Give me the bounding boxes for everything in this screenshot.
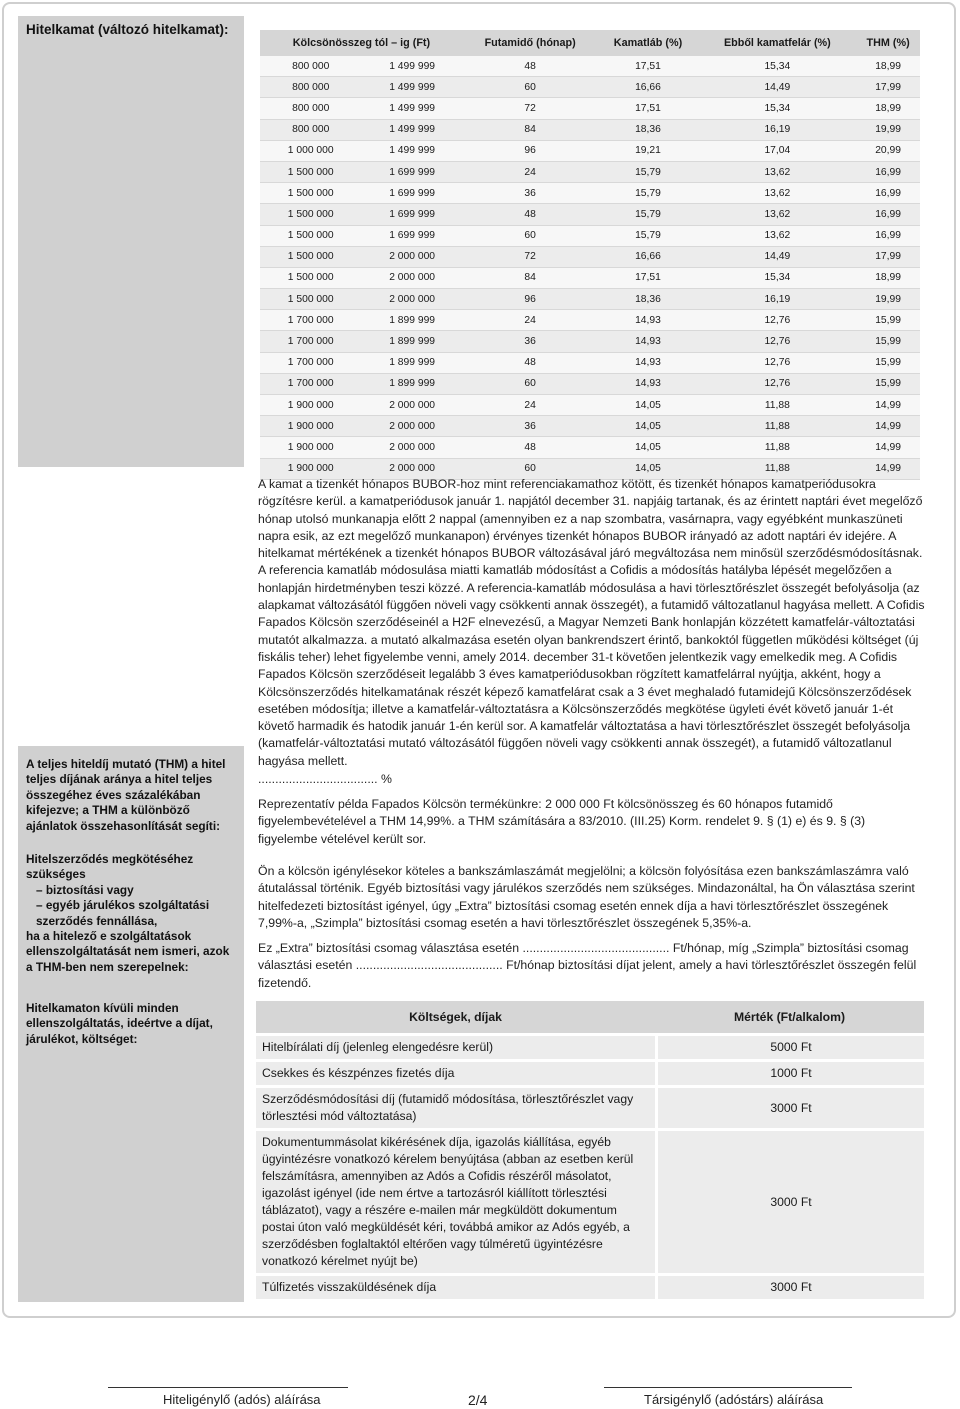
cell-amount-from: 1 900 000 <box>260 416 361 437</box>
page-number: 2/4 <box>468 1392 488 1408</box>
cell-margin: 12,76 <box>698 352 856 373</box>
cell-thm: 14,99 <box>856 437 920 458</box>
cell-term-months: 48 <box>463 56 598 77</box>
fee-value: 3000 Ft <box>655 1276 924 1299</box>
insurance-label-3: – egyéb járulékos szolgáltatási szerződés fennállása, <box>36 898 210 928</box>
header-thm: THM (%) <box>856 30 920 56</box>
fees-header-cost: Költségek, díjak <box>256 1001 655 1033</box>
cell-amount-to: 1 899 999 <box>361 373 462 394</box>
cell-margin: 13,62 <box>698 183 856 204</box>
cell-amount-from: 1 900 000 <box>260 395 361 416</box>
cell-term-months: 48 <box>463 437 598 458</box>
cell-interest-rate: 15,79 <box>597 204 698 225</box>
rates-row <box>260 204 920 225</box>
cell-amount-from: 1 900 000 <box>260 437 361 458</box>
cell-amount-from: 1 500 000 <box>260 161 361 182</box>
cell-thm: 19,99 <box>856 289 920 310</box>
cell-amount-to: 1 699 999 <box>361 204 462 225</box>
cell-thm: 14,99 <box>856 416 920 437</box>
cell-amount-to: 1 899 999 <box>361 310 462 331</box>
cell-amount-from: 1 500 000 <box>260 246 361 267</box>
cell-thm: 17,99 <box>856 246 920 267</box>
fees-body <box>256 1036 924 1299</box>
cell-margin: 11,88 <box>698 437 856 458</box>
cell-interest-rate: 14,93 <box>597 310 698 331</box>
rates-row <box>260 161 920 182</box>
rates-row <box>260 119 920 140</box>
cell-interest-rate: 14,05 <box>597 416 698 437</box>
cell-amount-from: 1 700 000 <box>260 310 361 331</box>
fee-value: 1000 Ft <box>655 1062 924 1085</box>
fee-value: 3000 Ft <box>655 1088 924 1128</box>
insurance-text: Ön a kölcsön igénylésekor köteles a bankszámlaszámát megjelölni; a kölcsön folyósítása ezen bankszámlaszámra való átutalással történik. Egyéb biztosítási vagy járulékos szerződés nem szükséges. Mindazonáltal, ha Ön választása szerint hitelfedezeti biztosítást igényel, úgy „Extra” biztosítási csomag esetén ennek díja a havi törlesztőrészlet összegének 7,99%-a, „Szimpla” biztosítási csomag esetén a havi törlesztőrészlet összegének 5,35%-a. <box>258 864 915 930</box>
cell-amount-to: 2 000 000 <box>361 267 462 288</box>
cell-amount-from: 1 500 000 <box>260 267 361 288</box>
cell-amount-from: 800 000 <box>260 56 361 77</box>
rates-table <box>260 30 920 480</box>
cell-term-months: 60 <box>463 373 598 394</box>
cell-amount-to: 1 699 999 <box>361 183 462 204</box>
cell-thm: 16,99 <box>856 225 920 246</box>
cell-amount-from: 1 500 000 <box>260 204 361 225</box>
cell-amount-to: 1 699 999 <box>361 225 462 246</box>
fees-label-text: Hitelkamaton kívüli minden ellenszolgáltatás, ideértve a díjat, járulékot, költséget: <box>26 1001 213 1046</box>
cell-interest-rate: 18,36 <box>597 289 698 310</box>
signature-label-left: Hiteligénylő (adós) aláírása <box>163 1392 321 1407</box>
cell-margin: 13,62 <box>698 225 856 246</box>
rates-row <box>260 77 920 98</box>
cell-amount-to: 1 499 999 <box>361 140 462 161</box>
cell-margin: 14,49 <box>698 77 856 98</box>
cell-interest-rate: 16,66 <box>597 246 698 267</box>
cell-interest-rate: 15,79 <box>597 225 698 246</box>
cell-amount-from: 1 900 000 <box>260 458 361 479</box>
rates-row <box>260 140 920 161</box>
insurance-label-2: – biztosítási vagy <box>36 882 134 897</box>
cell-margin: 15,34 <box>698 267 856 288</box>
rates-row <box>260 331 920 352</box>
cell-term-months: 48 <box>463 204 598 225</box>
cell-amount-from: 800 000 <box>260 119 361 140</box>
insurance-label-4: ha a hitelező e szolgáltatások ellenszolgáltatását nem ismeri, azok a THM-ben nem szerepelnek: <box>26 929 230 974</box>
cell-margin: 15,34 <box>698 56 856 77</box>
fees-row <box>256 1276 924 1299</box>
fees-left-label <box>26 1001 236 1047</box>
cell-amount-to: 2 000 000 <box>361 395 462 416</box>
cell-thm: 15,99 <box>856 331 920 352</box>
fees-row <box>256 1088 924 1128</box>
rates-row <box>260 267 920 288</box>
rates-header-row <box>260 30 920 56</box>
rates-row <box>260 289 920 310</box>
cell-thm: 15,99 <box>856 373 920 394</box>
thm-percent <box>258 771 928 788</box>
cell-amount-from: 1 500 000 <box>260 289 361 310</box>
cell-amount-from: 800 000 <box>260 98 361 119</box>
rates-row <box>260 373 920 394</box>
cell-amount-to: 2 000 000 <box>361 289 462 310</box>
insurance-left-label <box>26 852 236 975</box>
cell-term-months: 24 <box>463 161 598 182</box>
cell-thm: 16,99 <box>856 161 920 182</box>
cell-margin: 12,76 <box>698 373 856 394</box>
rates-row <box>260 395 920 416</box>
cell-margin: 15,34 <box>698 98 856 119</box>
cell-amount-from: 800 000 <box>260 77 361 98</box>
rates-row <box>260 437 920 458</box>
cell-amount-from: 1 500 000 <box>260 183 361 204</box>
cell-thm: 15,99 <box>856 352 920 373</box>
cell-term-months: 36 <box>463 183 598 204</box>
cell-term-months: 72 <box>463 246 598 267</box>
rates-row <box>260 416 920 437</box>
cell-term-months: 36 <box>463 331 598 352</box>
fee-label: Hitelbírálati díj (jelenleg elengedésre kerül) <box>256 1036 655 1059</box>
cell-term-months: 96 <box>463 289 598 310</box>
thm-example-text: Reprezentatív példa Fapados Kölcsön termékünkre: 2 000 000 Ft kölcsönösszeg és 60 hónapos futamidő figyelembevételével a THM 14,99%. a THM számítására a 83/2010. (III.25) Korm. rendelet 9. § (1) e) és 9. § (3) figyelembe vételével került sor. <box>258 797 866 846</box>
cell-amount-to: 2 000 000 <box>361 416 462 437</box>
fees-header-row <box>256 1001 924 1033</box>
fees-row <box>256 1036 924 1059</box>
cell-amount-from: 1 700 000 <box>260 373 361 394</box>
interest-paragraph <box>258 476 928 770</box>
cell-thm: 20,99 <box>856 140 920 161</box>
cell-term-months: 36 <box>463 416 598 437</box>
cell-amount-to: 1 899 999 <box>361 352 462 373</box>
cell-amount-from: 1 500 000 <box>260 225 361 246</box>
cell-amount-to: 2 000 000 <box>361 458 462 479</box>
fee-value: 3000 Ft <box>655 1131 924 1273</box>
cell-thm: 18,99 <box>856 267 920 288</box>
cell-margin: 11,88 <box>698 395 856 416</box>
cell-interest-rate: 14,93 <box>597 373 698 394</box>
cell-margin: 13,62 <box>698 161 856 182</box>
cell-term-months: 24 <box>463 310 598 331</box>
cell-amount-to: 1 499 999 <box>361 56 462 77</box>
cell-margin: 12,76 <box>698 331 856 352</box>
fee-label: Dokumentummásolat kikérésének díja, igazolás kiállítása, egyéb ügyintézésre vonatkozó kérelem benyújtása (abban az esetben kerül felszámításra, amennyiben az Adós a Cofidis részéről másolatot, igazolást igényel (ide nem értve a tartozásról kiállított törlesztési táblázatot), vagy a részére e-mailen már megküldött dokumentum postai úton való megküldését kéri, továbbá amikor az Adós egyéb, a szerződésben foglaltaktól eltérően vagy túlméretű ügyintézésre vonatkozó kérelmet nyújt be) <box>256 1131 655 1273</box>
fee-label: Szerződésmódosítási díj (futamidő módosítása, törlesztőrészlet vagy törlesztési mód változtatása) <box>256 1088 655 1128</box>
cell-margin: 16,19 <box>698 289 856 310</box>
rates-row <box>260 56 920 77</box>
cell-margin: 14,49 <box>698 246 856 267</box>
cell-amount-from: 1 000 000 <box>260 140 361 161</box>
thm-label-text: A teljes hiteldíj mutató (THM) a hitel teljes díjának aránya a hitel teljes összegéhez éves százalékában kifejezve; a THM a különböző ajánlatok összehasonlítását segíti: <box>26 757 226 833</box>
rates-row <box>260 310 920 331</box>
cell-thm: 14,99 <box>856 395 920 416</box>
fees-header-amount: Mérték (Ft/alkalom) <box>655 1001 924 1033</box>
cell-margin: 11,88 <box>698 416 856 437</box>
cell-thm: 16,99 <box>856 204 920 225</box>
rates-body <box>260 56 920 479</box>
cell-amount-to: 1 899 999 <box>361 331 462 352</box>
fees-row <box>256 1062 924 1085</box>
cell-thm: 18,99 <box>856 56 920 77</box>
left-title: Hitelkamat (változó hitelkamat): <box>26 22 229 37</box>
signature-label-right: Társigénylő (adóstárs) aláírása <box>644 1392 824 1407</box>
cell-margin: 16,19 <box>698 119 856 140</box>
cell-interest-rate: 14,93 <box>597 331 698 352</box>
rates-row <box>260 183 920 204</box>
cell-margin: 11,88 <box>698 458 856 479</box>
cell-term-months: 60 <box>463 77 598 98</box>
cell-interest-rate: 15,79 <box>597 183 698 204</box>
cell-term-months: 84 <box>463 267 598 288</box>
cell-thm: 17,99 <box>856 77 920 98</box>
cell-amount-from: 1 700 000 <box>260 331 361 352</box>
header-term: Futamidő (hónap) <box>463 30 598 56</box>
cell-margin: 12,76 <box>698 310 856 331</box>
insurance-label-1: Hitelszerződés megkötéséhez szükséges <box>26 852 194 882</box>
rates-row <box>260 98 920 119</box>
cell-amount-from: 1 700 000 <box>260 352 361 373</box>
cell-interest-rate: 17,51 <box>597 267 698 288</box>
cell-interest-rate: 14,05 <box>597 458 698 479</box>
rates-row <box>260 225 920 246</box>
header-rate: Kamatláb (%) <box>597 30 698 56</box>
cell-interest-rate: 14,05 <box>597 395 698 416</box>
rates-row <box>260 352 920 373</box>
thm-example <box>258 796 928 848</box>
cell-thm: 16,99 <box>856 183 920 204</box>
cell-amount-to: 1 699 999 <box>361 161 462 182</box>
fees-table <box>256 998 924 1302</box>
thm-left-label <box>26 757 236 834</box>
cell-interest-rate: 17,51 <box>597 98 698 119</box>
cell-term-months: 60 <box>463 458 598 479</box>
fee-value: 5000 Ft <box>655 1036 924 1059</box>
cell-interest-rate: 18,36 <box>597 119 698 140</box>
cell-amount-to: 2 000 000 <box>361 437 462 458</box>
cell-margin: 13,62 <box>698 204 856 225</box>
cell-interest-rate: 17,51 <box>597 56 698 77</box>
cell-interest-rate: 16,66 <box>597 77 698 98</box>
cell-term-months: 96 <box>463 140 598 161</box>
header-margin: Ebből kamatfelár (%) <box>698 30 856 56</box>
signature-line-left <box>108 1387 348 1388</box>
rates-row <box>260 246 920 267</box>
cell-interest-rate: 19,21 <box>597 140 698 161</box>
left-sidebar-rates <box>18 16 244 467</box>
cell-interest-rate: 14,93 <box>597 352 698 373</box>
cell-amount-to: 1 499 999 <box>361 77 462 98</box>
cell-term-months: 72 <box>463 98 598 119</box>
thm-percent-value: ................................... % <box>258 772 392 786</box>
cell-amount-to: 1 499 999 <box>361 98 462 119</box>
cell-thm: 19,99 <box>856 119 920 140</box>
insurance-choice <box>258 940 928 992</box>
signature-line-right <box>604 1387 852 1388</box>
cell-margin: 17,04 <box>698 140 856 161</box>
cell-thm: 15,99 <box>856 310 920 331</box>
fee-label: Túlfizetés visszaküldésének díja <box>256 1276 655 1299</box>
insurance-paragraph <box>258 863 928 932</box>
insurance-choice-text: Ez „Extra” biztosítási csomag választása esetén ........................................... Ft/hónap, míg „Szimpla” biztosítási csomag választási esetén ........................................... Ft/hónap biztosítási díjat jelent, amely a havi törlesztőrészlet összegén felül fizetendő. <box>258 941 917 990</box>
fee-label: Csekkes és készpénzes fizetés díja <box>256 1062 655 1085</box>
cell-term-months: 60 <box>463 225 598 246</box>
fees-row <box>256 1131 924 1273</box>
cell-interest-rate: 15,79 <box>597 161 698 182</box>
cell-amount-to: 1 499 999 <box>361 119 462 140</box>
cell-amount-to: 2 000 000 <box>361 246 462 267</box>
interest-text: A kamat a tizenkét hónapos BUBOR-hoz mint referenciakamathoz kötött, és tizenkét hónapos kamatperiódusokra rögzítésre kerül. a kamatperiódusok január 1. napjától december 31. napjáig tartanak, és az érintett naptári évet megelőző hónap utolsó munkanapja előtt 2 nappal (amennyiben ez a nap szombatra, vasárnapra, vagy egyébként munkaszüneti napra esik, az ezt megelőző munkanapon) érvényes tizenkét hónapos BUBOR irányadó az adott naptári év idejére. A hitelkamat mértékének a tizenkét hónapos BUBOR változásával járó megváltozása nem minősül szerződésmódosításnak. A referencia kamatláb módosulása miatti kamatláb módosítást a Cofidis a módosítás hatályba lépését megelőzően a honlapján hirdetményben teszi közzé. A referencia-kamatláb módosulása a havi törlesztőrészlet összegét befolyásolja (az alapkamat változásától függően növeli vagy csökkenti annak összegét), a futamidő változatlanul hagyása mellett. A Cofidis Fapados Kölcsön szerződéseinél a H2F elnevezésű, a Magyar Nemzeti Bank honlapján közzétett kamatfelár-változtatási mutatót alkalmazza. a mutató alkalmazása esetén olyan bankrendszert érintő, bankoktól független működési költséget (új fiskális teher) lehet figyelembe venni, amely 2014. december 31-t követően jelentkezik vagy emelkedik meg. A Cofidis Fapados Kölcsön szerződéseit legalább 3 éves kamatperiódusokban rögzített kamatfelárral nyújtja, akként, hogy a Kölcsönszerződés hitelkamatának részét képező kamatfelárat csak a 3 évet meghaladó futamidejű Kölcsönszerződések esetében módosítja; illetve a kamatfelár-változtatásra a Kölcsönszerződés megkötése ügyleti évét követő január 1-ét követő harmadik és hatodik január 1-én kerül sor. A kamatfelár változtatása a havi törlesztőrészlet összegét befolyásolja (kamatfelár-változtatási mutató változásától függően növeli vagy csökkenti annak összegét), a futamidő változatlanul hagyása mellett. <box>258 477 925 768</box>
cell-term-months: 24 <box>463 395 598 416</box>
header-amount: Kölcsönösszeg tól – ig (Ft) <box>260 30 463 56</box>
cell-interest-rate: 14,05 <box>597 437 698 458</box>
cell-term-months: 84 <box>463 119 598 140</box>
cell-thm: 18,99 <box>856 98 920 119</box>
cell-thm: 14,99 <box>856 458 920 479</box>
cell-term-months: 48 <box>463 352 598 373</box>
